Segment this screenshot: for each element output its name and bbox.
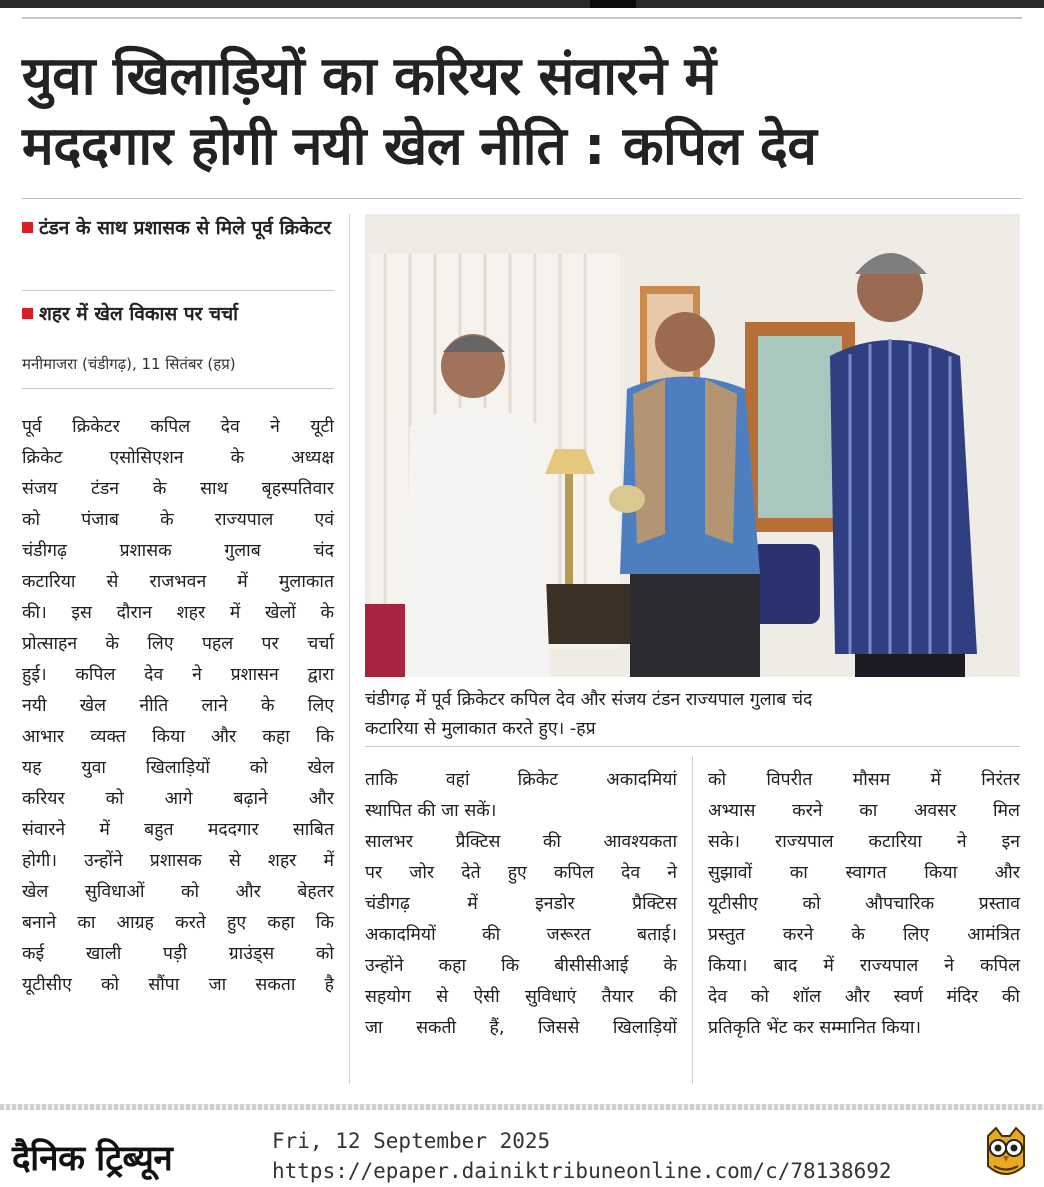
body-column-2 bbox=[365, 765, 677, 1044]
body-line: ताकि वहां क्रिकेट अकादमियां bbox=[365, 770, 677, 790]
body-line: पर जोर देते हुए कपिल देव ने bbox=[365, 863, 677, 883]
body-line: आभार व्यक्त किया और कहा कि bbox=[22, 727, 334, 747]
footer-rule bbox=[0, 1104, 1044, 1110]
newspaper-logo: दैनिक ट्रिब्यून bbox=[12, 1139, 173, 1179]
body-line: सके। राज्यपाल कटारिया ने इन bbox=[708, 832, 1020, 852]
photo-caption: चंडीगढ़ में पूर्व क्रिकेटर कपिल देव और संजय टंडन राज्यपाल गुलाब चंद कटारिया से मुलाकात करते हुए। -हप्र bbox=[365, 690, 813, 739]
body-line: चंडीगढ़ में इनडोर प्रैक्टिस bbox=[365, 894, 677, 914]
body-line: की। इस दौरान शहर में खेलों के bbox=[22, 603, 334, 623]
top-border bbox=[0, 0, 1044, 8]
body-line: क्रिकेट एसोसिएशन के अध्यक्ष bbox=[22, 448, 334, 468]
body-column-3 bbox=[708, 765, 1020, 1044]
top-rule bbox=[22, 17, 1022, 19]
bullet-square-icon bbox=[22, 222, 33, 233]
body-line: खेल सुविधाओं को और बेहतर bbox=[22, 882, 334, 902]
body-line: सहयोग से ऐसी सुविधाएं तैयार की bbox=[365, 987, 677, 1007]
caption-rule bbox=[365, 746, 1020, 747]
body-line: करियर को आगे बढ़ाने और bbox=[22, 789, 334, 809]
headline-line-1: युवा खिलाड़ियों का करियर संवारने में bbox=[22, 46, 716, 107]
dateline: मनीमाजरा (चंडीगढ़), 11 सितंबर (हप्र) bbox=[22, 355, 236, 373]
body-line: प्रोत्साहन के लिए पहल पर चर्चा bbox=[22, 634, 334, 654]
body-line: संवारने में बहुत मददगार साबित bbox=[22, 820, 334, 840]
body-line: यह युवा खिलाड़ियों को खेल bbox=[22, 758, 334, 778]
body-line: नयी खेल नीति लाने के लिए bbox=[22, 696, 334, 716]
body-line: कई खाली पड़ी ग्राउंड्स को bbox=[22, 944, 334, 964]
body-line: संजय टंडन के साथ बृहस्पतिवार bbox=[22, 479, 334, 499]
edition-date: Fri, 12 September 2025 bbox=[272, 1129, 551, 1153]
owl-icon bbox=[982, 1126, 1030, 1178]
body-line: यूटीसीए को सौंपा जा सकता है bbox=[22, 975, 334, 995]
photo-illustration bbox=[365, 214, 1020, 677]
subhead-2: शहर में खेल विकास पर चर्चा bbox=[22, 300, 342, 329]
column-divider-2 bbox=[692, 756, 693, 1084]
body-line: यूटीसीए को औपचारिक प्रस्ताव bbox=[708, 894, 1020, 914]
body-line: जा सकती हैं, जिससे खिलाड़ियों bbox=[365, 1018, 677, 1038]
body-line: सुझावों का स्वागत किया और bbox=[708, 863, 1020, 883]
column-divider-1 bbox=[349, 214, 350, 1084]
body-line: अकादमियों की जरूरत बताई। bbox=[365, 925, 677, 945]
body-line: अभ्यास करने का अवसर मिल bbox=[708, 801, 1020, 821]
dateline-rule bbox=[22, 388, 334, 389]
body-line: कटारिया से राजभवन में मुलाकात bbox=[22, 572, 334, 592]
body-line: प्रतिकृति भेंट कर सम्मानित किया। bbox=[708, 1018, 922, 1038]
body-line: प्रस्तुत करने के लिए आमंत्रित bbox=[708, 925, 1020, 945]
body-line: होगी। उन्होंने प्रशासक से शहर में bbox=[22, 851, 334, 871]
headline-rule bbox=[22, 198, 1022, 199]
edition-info bbox=[272, 1126, 892, 1186]
body-line: सालभर प्रैक्टिस की आवश्यकता bbox=[365, 832, 677, 852]
subhead-1: टंडन के साथ प्रशासक से मिले पूर्व क्रिकेटर bbox=[22, 214, 342, 243]
headline-line-2: मददगार होगी नयी खेल नीति : कपिल देव bbox=[22, 116, 817, 177]
body-line: हुई। कपिल देव ने प्रशासन द्वारा bbox=[22, 665, 334, 685]
body-line: उन्होंने कहा कि बीसीसीआई के bbox=[365, 956, 677, 976]
body-line: स्थापित की जा सकें। bbox=[365, 801, 497, 821]
body-column-1 bbox=[22, 412, 334, 1001]
body-line: पूर्व क्रिकेटर कपिल देव ने यूटी bbox=[22, 417, 334, 437]
body-line: को पंजाब के राज्यपाल एवं bbox=[22, 510, 334, 530]
body-line: बनाने का आग्रह करते हुए कहा कि bbox=[22, 913, 334, 933]
body-line: को विपरीत मौसम में निरंतर bbox=[708, 770, 1020, 790]
news-photo bbox=[365, 214, 1020, 677]
body-line: देव को शॉल और स्वर्ण मंदिर की bbox=[708, 987, 1020, 1007]
headline bbox=[22, 42, 1022, 182]
body-line: किया। बाद में राज्यपाल ने कपिल bbox=[708, 956, 1020, 976]
edition-url[interactable]: https://epaper.dainiktribuneonline.com/c/78138692 bbox=[272, 1159, 892, 1183]
body-line: चंडीगढ़ प्रशासक गुलाब चंद bbox=[22, 541, 334, 561]
subhead-rule bbox=[22, 290, 334, 291]
bullet-square-icon bbox=[22, 308, 33, 319]
